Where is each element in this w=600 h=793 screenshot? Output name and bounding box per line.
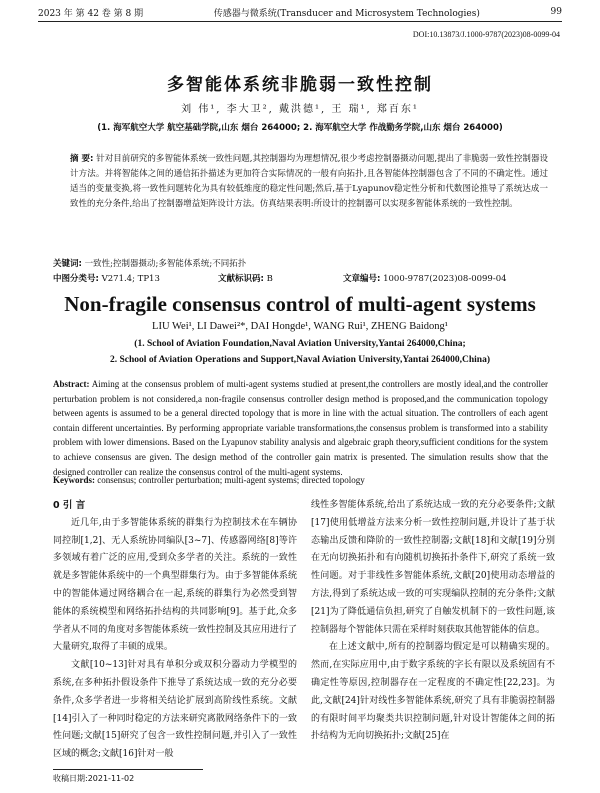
english-abstract [53,377,548,479]
running-header [38,4,562,20]
classification-line [53,272,548,284]
class-number-label: 中图分类号: [53,274,99,284]
english-keywords [53,475,548,485]
english-keywords-text: consensus; controller perturbation; multi-agent systems; directed topology [97,475,365,485]
chinese-keywords-label: 关键词: [53,259,82,269]
class-number-value: V271.4; TP13 [101,274,160,284]
page-number: 99 [550,7,562,17]
chinese-keywords-text: 一致性;控制器摄动;多智能体系统;不同拓扑 [84,259,247,269]
chinese-title: 多智能体系统非脆弱一致性控制 [167,75,433,95]
body-paragraph: 线性多智能体系统,给出了系统达成一致的充分必要条件;文献[17]使用低增益方法来分析一致性控制问题,并设计了基于状态输出反馈和降阶的一致性控制器;文献[18]和文献[19]分别在无向切换拓扑和有向随机切换拓扑条件下,研究了系统一致性问题。对于非线性多智能体系统,文献[20]使用动态增益的方法,得到了系统达成一致的可实现编队控制的充分条件;文献[21]为了降低通信负担,研究了自触发机制下的一致性问题,该控制器每个智能体只需在采样时刻获取其他智能体的信息。 [311,500,555,635]
body-column-left [53,497,297,764]
received-date: 收稿日期:2021-11-02 [53,774,135,783]
journal-issue: 2023 年 第 42 卷 第 8 期 [38,8,144,19]
chinese-keywords [53,257,548,269]
doc-code-value: B [266,274,273,284]
journal-name: 传感器与微系统(Transducer and Microsystem Technologies) [213,8,480,19]
article-number-label: 文章编号: [343,274,381,284]
article-number-value: 1000-9787(2023)08-0099-04 [383,274,507,284]
english-affiliation-2: 2. School of Aviation Operations and Support,Naval Aviation University,Yantai 264000,China) [110,355,490,365]
body-column-right [311,497,555,746]
chinese-abstract [70,152,548,212]
english-authors: LIU Wei¹, LI Dawei²*, DAI Hongde¹, WANG Rui¹, ZHENG Baidong¹ [152,321,448,332]
body-paragraph: 在上述文献中,所有的控制器均假定是可以精确实现的。然而,在实际应用中,由于数字系统的字长有限以及系统固有不确定性等原因,控制器存在一定程度的不确定性[22,23]。为此,文献[24]针对线性多智能体系统,研究了具有非脆弱控制器的有限时间平均聚类共识控制问题,针对设计智能体之间的拓扑结构为无向切换拓扑;文献[25]在 [311,642,555,742]
footnote-divider [53,769,203,770]
doc-code-label: 文献标识码: [218,274,264,284]
english-abstract-label: Abstract: [53,379,90,389]
english-keywords-label: Keywords: [53,475,95,485]
chinese-affiliations: (1. 海军航空大学 航空基础学院,山东 烟台 264000; 2. 海军航空大学 作战勤务学院,山东 烟台 264000) [97,123,503,133]
body-paragraph: 文献[10~13]针对具有单积分或双积分器动力学模型的系统,在多种拓扑假设条件下推导了系统达成一致的充分必要条件,众多学者进一步将相关结论扩展到高阶线性系统。文献[14]引入了一种同时稳定的方法来研究离散网络条件下的一致性问题;文献[15]研究了包含一致性控制问题,并引入了一致性区域的概念;文献[16]针对一般 [53,660,297,760]
english-title: Non-fragile consensus control of multi-agent systems [64,292,536,316]
chinese-abstract-label: 摘 要: [70,154,94,164]
body-paragraph: 近几年,由于多智能体系统的群集行为控制技术在车辆协同控制[1,2]、无人系统协同编队[3~7]、传感器网络[8]等许多领域有着广泛的应用,受到众多学者的关注。系统的一致性就是多智能体系统中的一个典型群集行为。由于多智能体系统中的智能体通过网络耦合在一起,系统的群集行为必然受到智能体的系统模型和网络拓扑结构的共同影响[9]。基于此,众多学者从不同的角度对多智能体系统一致性控制及其应用进行了大量研究,取得了丰硕的成果。 [53,517,297,653]
chinese-authors: 刘 伟¹, 李大卫², 戴洪德¹, 王 瑞¹, 郑百东¹ [181,104,419,115]
doi: DOI:10.13873/J.1000-9787(2023)08-0099-04 [412,30,560,39]
header-divider [38,21,562,22]
english-abstract-text: Aiming at the consensus problem of multi-agent systems studied at present,the controllers are mostly ideal,and the controller perturbation problem is not considered,a non-fragile consensus controller design method is proposed,and the communication topology between agents is assumed to be a general directed topology that is more in line with the actual situation. The controllers of each agent contain different uncertainties. By performing appropriate variable transformations,the consensus problem is transformed into a stability problem with lower dimensions. Based on the Lyapunov stability analysis and algebraic graph theory,sufficient conditions for the system to achieve consensus are given. The design method of the controller gain matrix is presented. The simulation results show that the designed controller can realize the consensus control of the multi-agent systems. [53,379,548,477]
chinese-abstract-text: 针对目前研究的多智能体系统一致性问题,其控制器均为理想情况,很少考虑控制器摄动问题,提出了非脆弱一致性控制器设计方法。并将智能体之间的通信拓扑描述为更加符合实际情况的一般有向拓扑,且各智能体控制器包含了不同的不确定性。通过适当的变量变换,将一致性问题转化为具有较低维度的稳定性问题;然后,基于Lyapunov稳定性分析和代数图论推导了系统达成一致性的充分条件,给出了控制器增益矩阵设计方法。仿真结果表明:所设计的控制器可以实现多智能体系统的一致性控制。 [70,154,548,209]
english-affiliation-1: (1. School of Aviation Foundation,Naval Aviation University,Yantai 264000,China; [134,339,466,349]
section-heading-introduction: 0 引 言 [53,500,86,511]
